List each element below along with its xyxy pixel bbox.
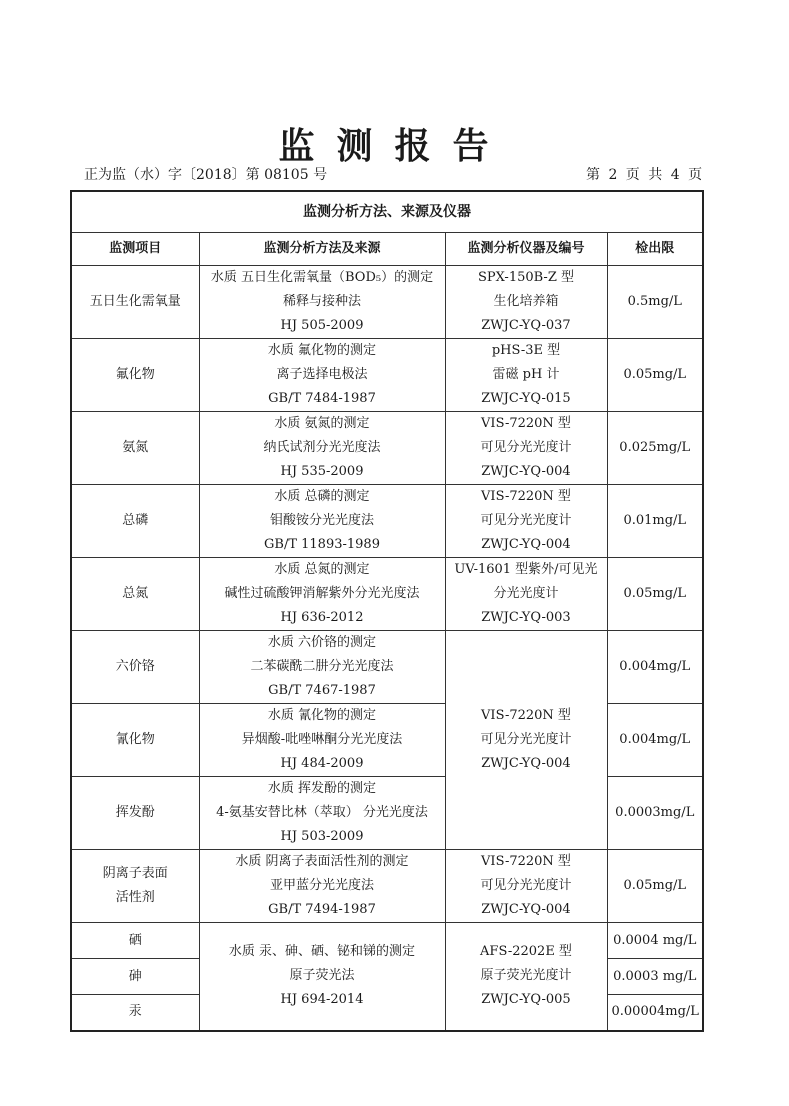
instrument-cell: VIS-7220N 型 可见分光光度计 ZWJC-YQ-004	[445, 850, 607, 923]
limit-cell: 0.05mg/L	[607, 558, 703, 631]
metals-instrument-cell: AFS-2202E 型 原子荧光光度计 ZWJC-YQ-005	[445, 923, 607, 1031]
item-cell: 汞	[71, 995, 199, 1031]
method-cell: 水质 总氮的测定 碱性过硫酸钾消解紫外分光光度法 HJ 636-2012	[199, 558, 445, 631]
instrument-cell: UV-1601 型紫外/可见光 分光光度计 ZWJC-YQ-003	[445, 558, 607, 631]
table-header-row	[71, 233, 703, 266]
table-row	[71, 412, 703, 485]
instrument-cell: VIS-7220N 型 可见分光光度计 ZWJC-YQ-004	[445, 412, 607, 485]
limit-cell: 0.0003 mg/L	[607, 959, 703, 995]
limit-cell: 0.025mg/L	[607, 412, 703, 485]
limit-cell: 0.004mg/L	[607, 631, 703, 704]
document-number: 正为监（水）字〔2018〕第 08105 号	[84, 167, 328, 183]
limit-cell: 0.0003mg/L	[607, 777, 703, 850]
limit-cell: 0.00004mg/L	[607, 995, 703, 1031]
table-row	[71, 631, 703, 704]
method-cell: 水质 阴离子表面活性剂的测定 亚甲蓝分光光度法 GB/T 7494-1987	[199, 850, 445, 923]
method-cell: 水质 总磷的测定 钼酸铵分光光度法 GB/T 11893-1989	[199, 485, 445, 558]
column-header: 监测项目	[71, 233, 199, 266]
metals-method-cell: 水质 汞、砷、硒、铋和锑的测定 原子荧光法 HJ 694-2014	[199, 923, 445, 1031]
table-row	[71, 777, 703, 850]
table-row	[71, 923, 703, 959]
page-title: 监测报告	[278, 125, 511, 167]
column-header: 监测分析仪器及编号	[445, 233, 607, 266]
instrument-cell: VIS-7220N 型 可见分光光度计 ZWJC-YQ-004	[445, 485, 607, 558]
item-cell: 六价铬	[71, 631, 199, 704]
table-caption: 监测分析方法、来源及仪器	[71, 191, 703, 233]
limit-cell: 0.004mg/L	[607, 704, 703, 777]
table-row	[71, 339, 703, 412]
method-cell: 水质 六价铬的测定 二苯碳酰二肼分光光度法 GB/T 7467-1987	[199, 631, 445, 704]
monitoring-methods-table	[70, 190, 704, 1032]
page-info: 第 2 页 共 4 页	[586, 167, 703, 183]
item-cell: 氨氮	[71, 412, 199, 485]
method-cell: 水质 氰化物的测定 异烟酸-吡唑啉酮分光光度法 HJ 484-2009	[199, 704, 445, 777]
item-cell: 挥发酚	[71, 777, 199, 850]
table-row	[71, 485, 703, 558]
limit-cell: 0.01mg/L	[607, 485, 703, 558]
method-cell: 水质 氨氮的测定 纳氏试剂分光光度法 HJ 535-2009	[199, 412, 445, 485]
column-header: 检出限	[607, 233, 703, 266]
limit-cell: 0.5mg/L	[607, 266, 703, 339]
method-cell: 水质 挥发酚的测定 4-氨基安替比林（萃取） 分光光度法 HJ 503-2009	[199, 777, 445, 850]
instrument-cell: pHS-3E 型 雷磁 pH 计 ZWJC-YQ-015	[445, 339, 607, 412]
method-cell: 水质 氟化物的测定 离子选择电极法 GB/T 7484-1987	[199, 339, 445, 412]
shared-instrument-cell: VIS-7220N 型 可见分光光度计 ZWJC-YQ-004	[445, 631, 607, 850]
limit-cell: 0.05mg/L	[607, 339, 703, 412]
item-cell: 五日生化需氧量	[71, 266, 199, 339]
table-row	[71, 558, 703, 631]
item-cell: 总磷	[71, 485, 199, 558]
instrument-cell: SPX-150B-Z 型 生化培养箱 ZWJC-YQ-037	[445, 266, 607, 339]
item-cell: 总氮	[71, 558, 199, 631]
limit-cell: 0.0004 mg/L	[607, 923, 703, 959]
table-row	[71, 850, 703, 923]
item-cell: 阴离子表面 活性剂	[71, 850, 199, 923]
item-cell: 砷	[71, 959, 199, 995]
method-cell: 水质 五日生化需氧量（BOD₅）的测定 稀释与接种法 HJ 505-2009	[199, 266, 445, 339]
item-cell: 硒	[71, 923, 199, 959]
table-row	[71, 266, 703, 339]
column-header: 监测分析方法及来源	[199, 233, 445, 266]
item-cell: 氰化物	[71, 704, 199, 777]
table-row	[71, 704, 703, 777]
item-cell: 氟化物	[71, 339, 199, 412]
limit-cell: 0.05mg/L	[607, 850, 703, 923]
